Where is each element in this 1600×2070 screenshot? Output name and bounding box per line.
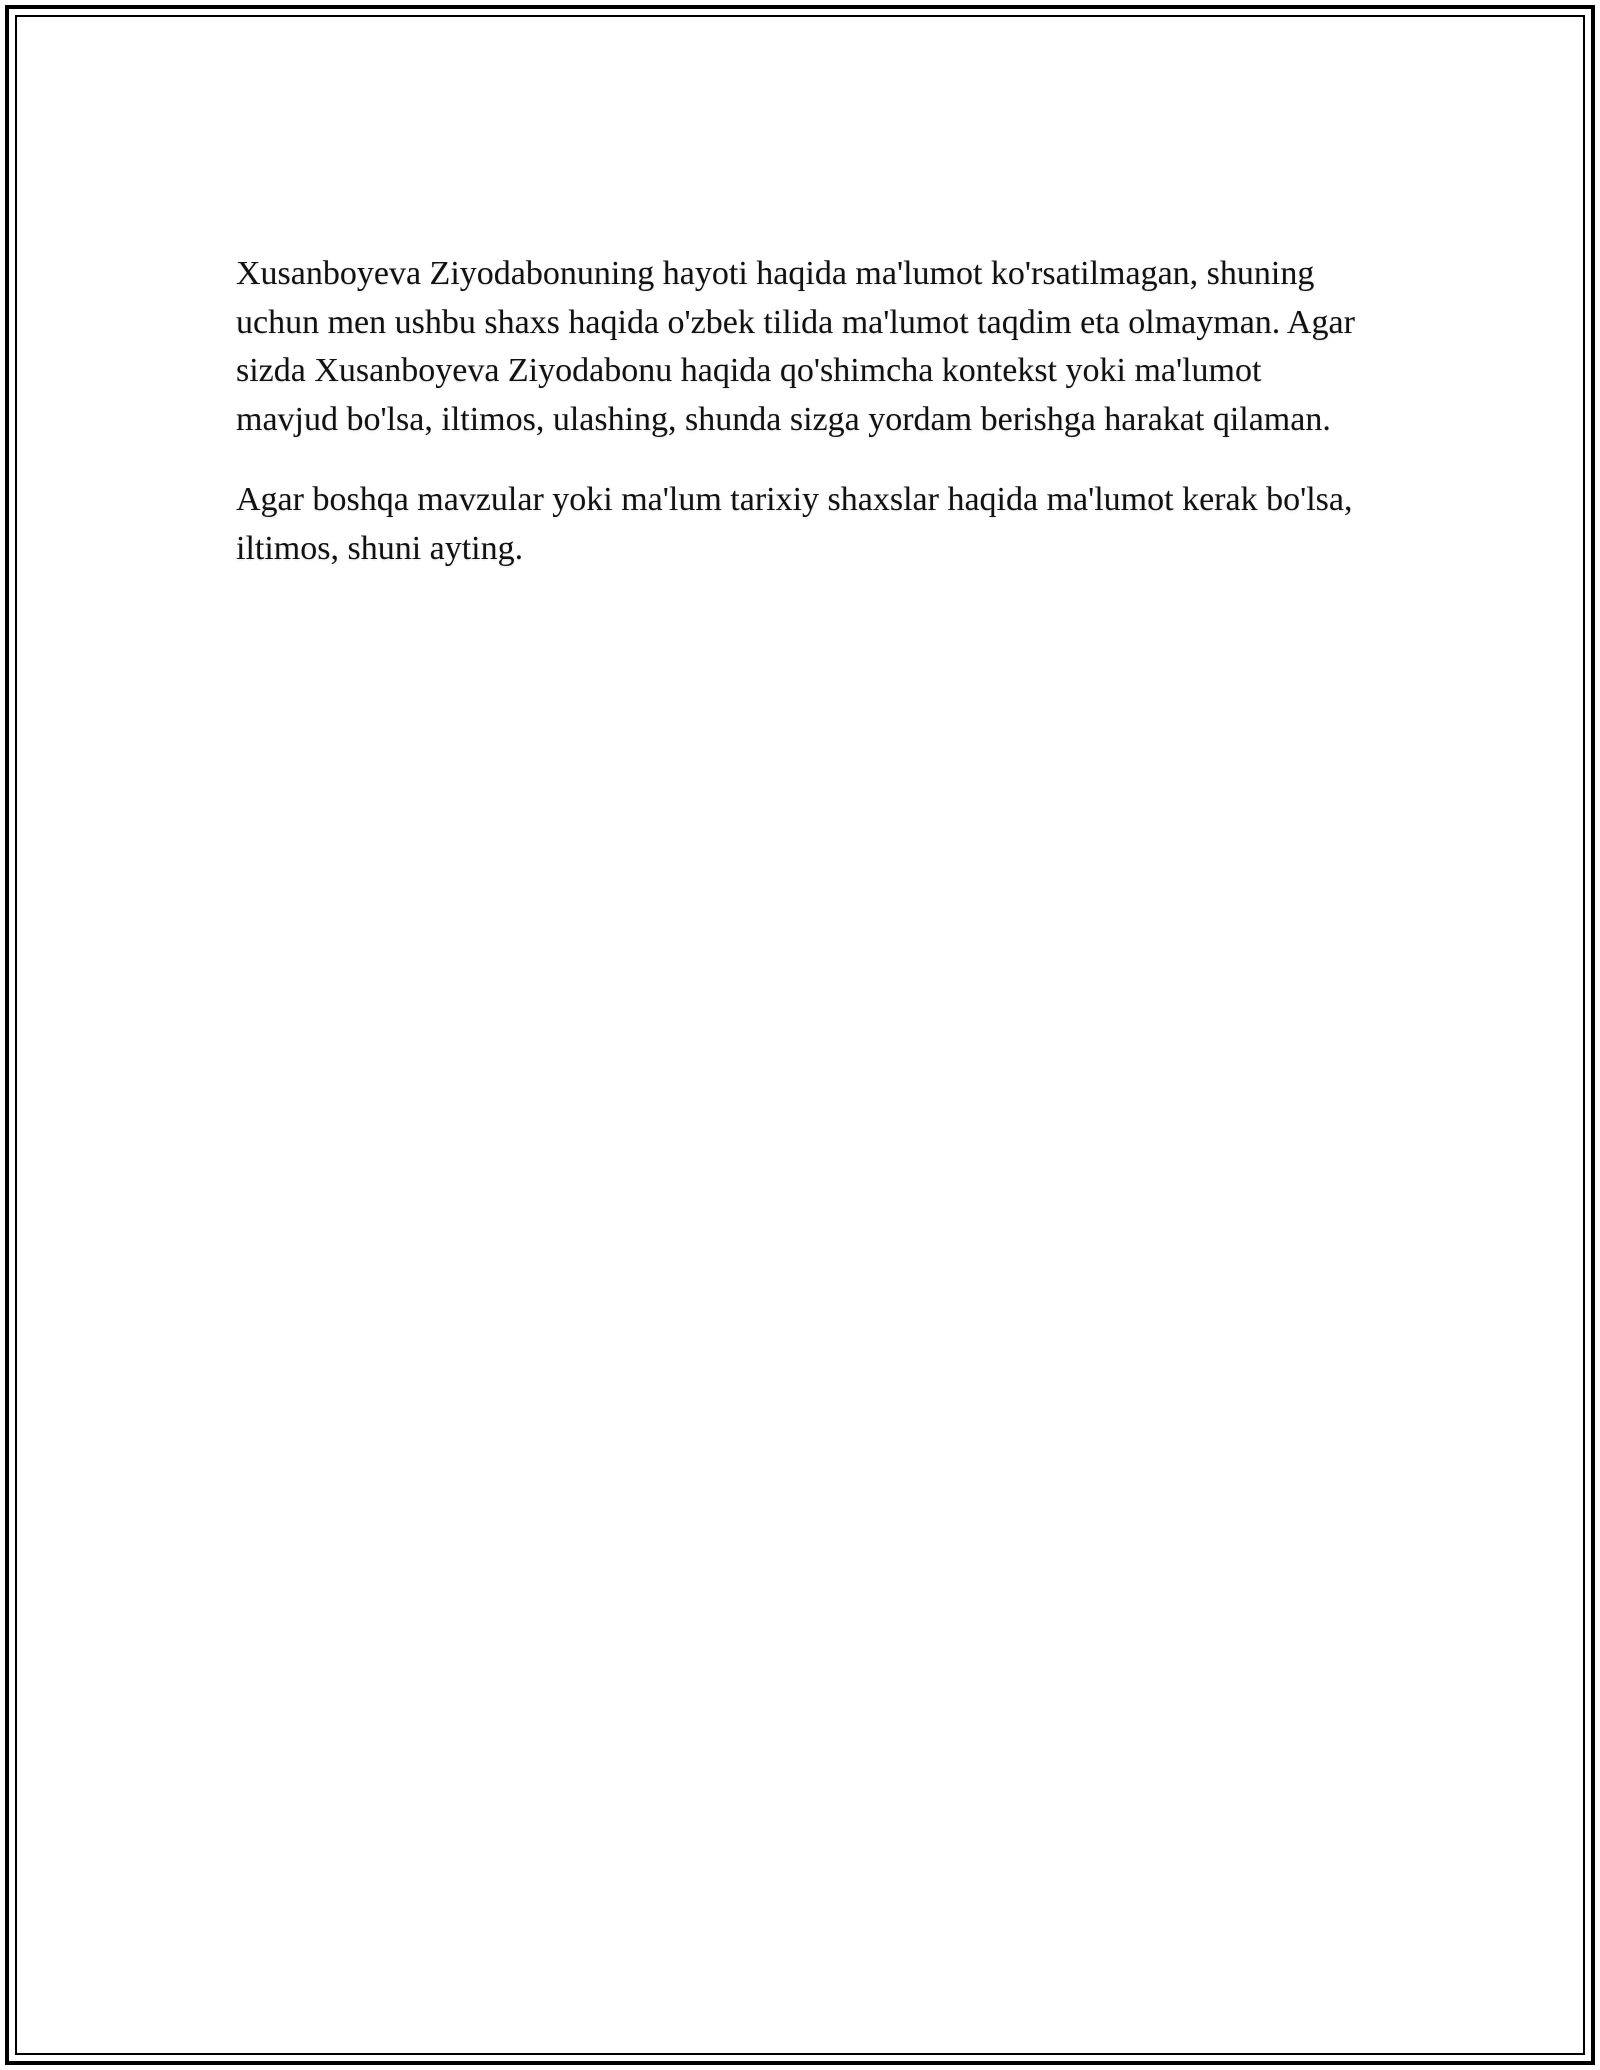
paragraph-1: Xusanboyeva Ziyodabonuning hayoti haqida ma'lumot ko'rsatilmagan, shuning uchun men ushbu shaxs haqida o'zbek tilida ma'lumot taqdim eta olmayman. Agar sizda Xusanboyeva Ziyodabonu haqida qo'shimcha kontekst yoki ma'lumot mavjud bo'lsa, iltimos, ulashing, shunda sizga yordam berishga harakat qilaman. [236,255,1355,438]
paragraph-2: Agar boshqa mavzular yoki ma'lum tarixiy shaxslar haqida ma'lumot kerak bo'lsa, iltimos, shuni ayting. [236,481,1353,567]
document-body [236,250,1356,605]
